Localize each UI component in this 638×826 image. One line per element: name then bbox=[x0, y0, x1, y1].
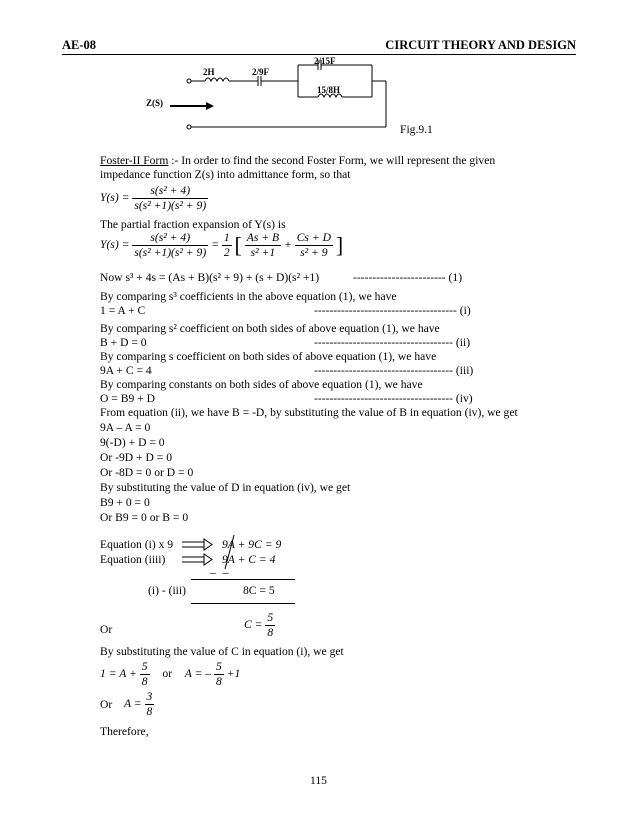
eq-pf-equals: = bbox=[211, 238, 219, 252]
line-from: From equation (ii), we have B = -D, by substituting the value of B in equation (iv), we get bbox=[100, 406, 518, 419]
line-e4-tag: ------------------------------------ (iv) bbox=[314, 392, 473, 405]
eq-a-or: or bbox=[162, 667, 173, 681]
label-2-15f: 2/15F bbox=[314, 56, 336, 66]
line-cmp4: By comparing constants on both sides of above equation (1), we have bbox=[100, 378, 423, 391]
eq-a-lhs: 1 = A + bbox=[100, 667, 137, 681]
eq-pf-den: s(s² +1)(s² + 9) bbox=[134, 246, 207, 259]
label-zs: Z(S) bbox=[146, 98, 164, 108]
result-a-den: 8 bbox=[146, 705, 153, 718]
equation-a bbox=[100, 660, 240, 689]
eq-a-rhs-right: +1 bbox=[226, 667, 241, 681]
inductor-2h bbox=[205, 78, 229, 81]
eq-pf-half-num: 1 bbox=[223, 231, 230, 244]
line-s1: 9A – A = 0 bbox=[100, 421, 151, 434]
intro-line-2: impedance function Z(s) into admittance form, so that bbox=[100, 168, 351, 181]
foster-heading: Foster-II Form bbox=[100, 154, 169, 167]
line-cmp2: By comparing s² coefficient on both sides of above equation (1), we have bbox=[100, 322, 440, 335]
eq-pf-lhs: Y(s) = bbox=[100, 238, 130, 252]
eq-pf-num: s(s² + 4) bbox=[150, 231, 191, 244]
line-s3: Or -9D + D = 0 bbox=[100, 451, 173, 464]
arrow-right-icon bbox=[182, 553, 214, 567]
line-e3-tag: ------------------------------------ (iii) bbox=[314, 364, 474, 377]
line-e1: 1 = A + C bbox=[100, 304, 146, 317]
line-cmp1: By comparing s³ coefficients in the above equation (1), we have bbox=[100, 290, 397, 303]
line-s4: Or -8D = 0 or D = 0 bbox=[100, 466, 194, 479]
partial-text: The partial fraction expansion of Y(s) is bbox=[100, 218, 286, 231]
eq-a-num: 5 bbox=[141, 660, 148, 673]
elim-row2-label: Equation (iiii) bbox=[100, 553, 166, 566]
elim-row1-eq: 9A + 9C = 9 bbox=[222, 538, 282, 551]
elim-row3-label: (i) - (iii) bbox=[148, 584, 186, 597]
eq-a-den2: 8 bbox=[216, 675, 222, 688]
label-2h: 2H bbox=[203, 67, 215, 77]
eq-a-rhs-left: A = – bbox=[184, 667, 212, 681]
eq-pf-half-den: 2 bbox=[223, 246, 230, 259]
page-number: 115 bbox=[310, 774, 327, 787]
eq-a-num2: 5 bbox=[216, 660, 222, 673]
line-e2: B + D = 0 bbox=[100, 336, 147, 349]
intro-line-1 bbox=[100, 154, 495, 168]
result-a bbox=[124, 690, 154, 719]
line-now: Now s³ + 4s = (As + B)(s² + 9) + (s + D)(s² +1) bbox=[100, 271, 320, 284]
eq-y-lhs: Y(s) = bbox=[100, 191, 130, 205]
eq-pf-term2-den: s² + 9 bbox=[295, 245, 333, 260]
result-c-or: Or bbox=[100, 623, 113, 636]
sub-c-text: By substituting the value of C in equation (i), we get bbox=[100, 645, 344, 658]
line-e2-tag: ------------------------------------ (ii) bbox=[314, 336, 471, 349]
arrow-right-icon bbox=[182, 538, 214, 552]
elim-rule-1 bbox=[191, 579, 295, 580]
elim-signs: – – bbox=[210, 566, 231, 579]
line-s5: B9 + 0 = 0 bbox=[100, 496, 150, 509]
line-s2: 9(-D) + D = 0 bbox=[100, 436, 165, 449]
elim-row1-label: Equation (i) x 9 bbox=[100, 538, 174, 551]
result-c bbox=[244, 611, 275, 640]
header-left: AE-08 bbox=[62, 38, 97, 52]
result-a-num: 3 bbox=[146, 690, 153, 703]
header-right: CIRCUIT THEORY AND DESIGN bbox=[385, 38, 576, 52]
line-s6: Or B9 = 0 or B = 0 bbox=[100, 511, 189, 524]
label-15-8h: 15/8H bbox=[317, 85, 341, 95]
equation-y bbox=[100, 184, 208, 213]
elim-row2-eq: 9A + C = 4 bbox=[222, 553, 276, 566]
line-e3: 9A + C = 4 bbox=[100, 364, 152, 377]
circuit-diagram bbox=[140, 55, 400, 135]
therefore-text: Therefore, bbox=[100, 725, 149, 738]
line-now-tag: ------------------------ (1) bbox=[353, 271, 463, 284]
result-a-lhs: A = bbox=[124, 697, 142, 711]
intro-text-1: :- In order to find the second Foster Form, we will represent the given bbox=[168, 154, 496, 167]
result-c-lhs: C = bbox=[244, 618, 263, 632]
equation-partial-fraction: Y(s) = $\frac{\text{s(s² + 4)}}{\text{s(s² +1)(s² + 9)}}$ = $\frac{1}{2}$ [ $\frac{As + B}{\text{s² +1}}$ + $\frac{Cs + D}{\text{s² + 9}}$ ] bbox=[100, 231, 344, 259]
figure-caption: Fig.9.1 bbox=[400, 123, 433, 136]
line-e4: O = B9 + D bbox=[100, 392, 155, 405]
elim-rule-2 bbox=[191, 603, 295, 604]
result-c-num: 5 bbox=[267, 611, 274, 624]
eq-y-den: s(s² +1)(s² + 9) bbox=[134, 199, 207, 212]
eq-pf-term1-num: As + B bbox=[246, 231, 280, 244]
eq-pf-term2-num: Cs + D bbox=[296, 231, 331, 244]
line-cmp3: By comparing s coefficient on both sides of above equation (1), we have bbox=[100, 350, 437, 363]
label-2-9f: 2/9F bbox=[252, 67, 269, 77]
eq-y-num: s(s² + 4) bbox=[150, 184, 191, 197]
eq-pf-plus: + bbox=[283, 238, 292, 252]
result-c-den: 8 bbox=[267, 626, 274, 639]
eq-pf-term1-den: s² +1 bbox=[245, 245, 281, 260]
line-sub: By substituting the value of D in equation (iv), we get bbox=[100, 481, 351, 494]
result-a-or: Or bbox=[100, 698, 113, 711]
line-e1-tag: ------------------------------------- (i) bbox=[314, 304, 471, 317]
eq-a-den: 8 bbox=[141, 675, 148, 688]
elim-row3-eq: 8C = 5 bbox=[243, 584, 275, 597]
